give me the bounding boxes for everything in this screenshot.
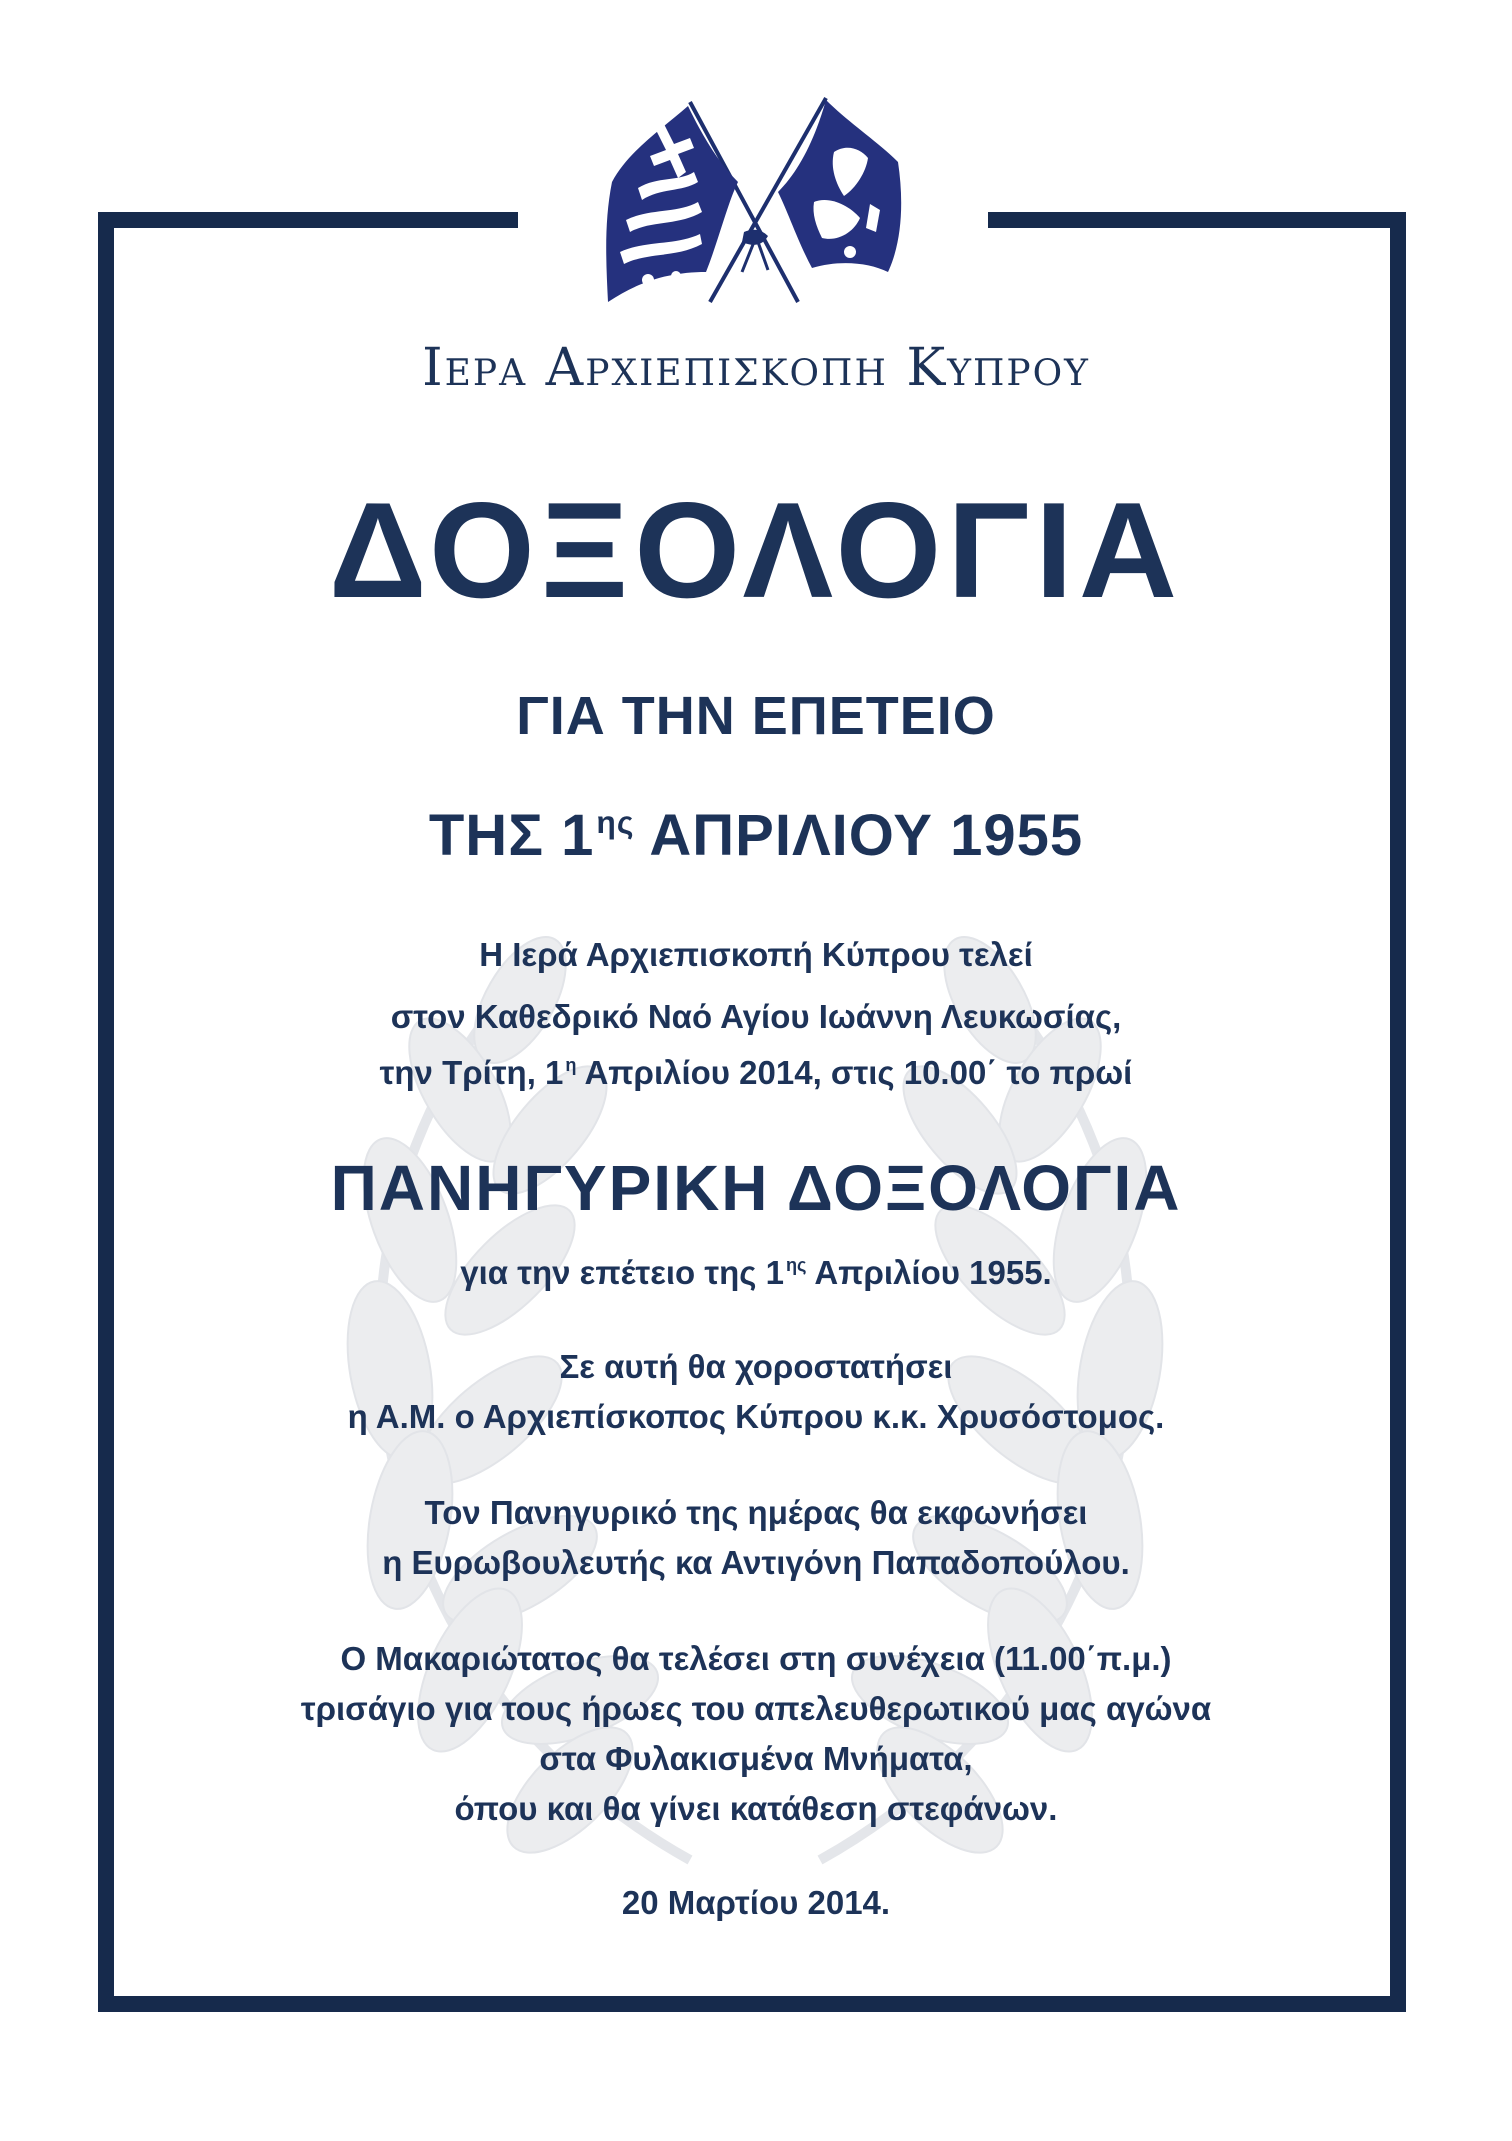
intro-line-3-prefix: την Τρίτη, 1 <box>379 1054 564 1091</box>
organization-name: Ιερα Αρχιεπισκοπη Κυπρου <box>422 338 1090 398</box>
frame-top-right-segment <box>988 212 1406 228</box>
memorial-line-1: Ο Μακαριώτατος θα τελέσει στη συνέχεια (11.00΄π.μ.) <box>340 1640 1172 1677</box>
subtitle-line-2 <box>0 796 1512 884</box>
frame-bottom <box>98 1996 1406 2012</box>
intro-line-2: στον Καθεδρικό Ναό Αγίου Ιωάννη Λευκωσίας, <box>390 998 1122 1035</box>
intro-line-3-suffix: Απριλίου 2014, στις 10.00΄ το πρωί <box>576 1054 1133 1091</box>
event-line-prefix: για την επέτειο της 1 <box>460 1254 784 1291</box>
intro-line-1: Η Ιερά Αρχιεπισκοπή Κύπρου τελεί <box>479 936 1033 973</box>
intro-line-3-ordinal: η <box>565 1055 577 1076</box>
subtitle-line-1: ΓΙΑ ΤΗΝ ΕΠΕΤΕΙΟ <box>516 686 996 746</box>
speech-line-1: Τον Πανηγυρικό της ημέρας θα εκφωνήσει <box>424 1494 1088 1531</box>
presider-line-2: η Α.Μ. ο Αρχιεπίσκοπος Κύπρου κ.κ. Χρυσόστομος. <box>347 1398 1165 1435</box>
intro-line-3 <box>0 1048 1512 1103</box>
memorial-line-3: στα Φυλακισμένα Μνήματα, <box>539 1740 973 1777</box>
subtitle-line-2-ordinal: ης <box>596 803 635 840</box>
speech-line-2: η Ευρωβουλευτής κα Αντιγόνη Παπαδοπούλου. <box>382 1544 1130 1581</box>
event-line <box>0 1248 1512 1303</box>
memorial-line-2: τρισάγιο για τους ήρωες του απελευθερωτικού μας αγώνα <box>300 1690 1212 1727</box>
event-title: ΠΑΝΗΓΥΡΙΚΗ ΔΟΞΟΛΟΓΙΑ <box>330 1152 1182 1224</box>
subtitle-line-2-prefix: ΤΗΣ 1 <box>428 803 595 868</box>
presider-line-1: Σε αυτή θα χοροστατήσει <box>559 1348 953 1385</box>
memorial-line-4: όπου και θα γίνει κατάθεση στεφάνων. <box>454 1790 1058 1827</box>
event-line-ordinal: ης <box>785 1255 807 1276</box>
frame-top-left-segment <box>98 212 518 228</box>
crossed-flags-emblem-icon <box>598 92 914 312</box>
subtitle-line-2-suffix: ΑΠΡΙΛΙΟΥ 1955 <box>634 803 1084 868</box>
event-line-suffix: Απριλίου 1955. <box>806 1254 1052 1291</box>
page-title: ΔΟΞΟΛΟΓΙΑ <box>328 474 1184 626</box>
document-date: 20 Μαρτίου 2014. <box>621 1884 891 1921</box>
